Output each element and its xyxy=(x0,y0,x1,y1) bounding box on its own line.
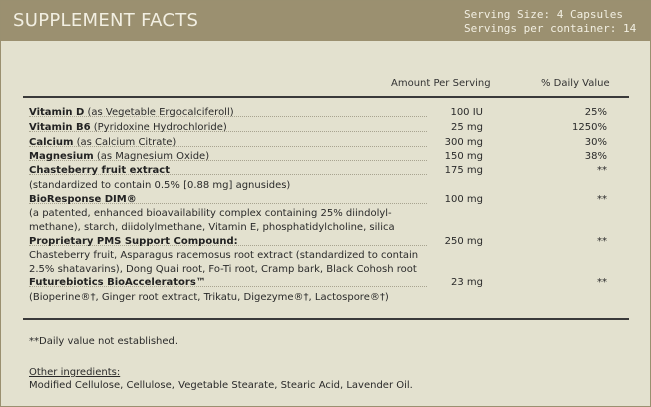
nutrient-name: Proprietary PMS Support Compound: xyxy=(29,236,238,247)
bottom-rule xyxy=(23,318,629,320)
nutrient-daily-value: ** xyxy=(597,194,607,205)
nutrient-daily-value: ** xyxy=(597,277,607,288)
nutrient-detail: (Pyridoxine Hydrochloride) xyxy=(90,122,227,133)
dim-description-line-2: methane), starch, diidolylmethane, Vitamin E, phosphatidylcholine, silica xyxy=(29,222,395,233)
nutrient-amount: 23 mg xyxy=(451,277,483,288)
daily-value-column-header: % Daily Value xyxy=(541,78,610,89)
nutrient-name: Futurebiotics BioAccelerators™ xyxy=(29,277,206,288)
serving-info xyxy=(464,8,636,36)
nutrient-name: Magnesium xyxy=(29,151,94,162)
header-bar xyxy=(1,1,650,41)
nutrient-amount: 300 mg xyxy=(444,137,483,148)
nutrient-amount: 250 mg xyxy=(444,236,483,247)
nutrient-daily-value: ** xyxy=(597,236,607,247)
pms-description-line-1: Chasteberry fruit, Asparagus racemosus root extract (standardized to contain xyxy=(29,250,419,261)
nutrient-amount: 100 IU xyxy=(450,107,483,118)
pms-description-line-2: 2.5% shatavarins), Dong Quai root, Fo-Ti root, Cramp bark, Black Cohosh root xyxy=(29,264,417,275)
nutrient-daily-value: 30% xyxy=(584,137,607,148)
nutrient-name: BioResponse DIM® xyxy=(29,194,137,205)
nutrient-detail: (as Magnesium Oxide) xyxy=(93,151,210,162)
nutrient-amount: 150 mg xyxy=(444,151,483,162)
nutrient-detail: (as Vegetable Ergocalciferoll) xyxy=(84,107,234,118)
dim-description-line-1: (a patented, enhanced bioavailability complex containing 25% diindolyl- xyxy=(29,208,392,219)
chasteberry-description: (standardized to contain 0.5% [0.88 mg] agnusides) xyxy=(29,180,291,191)
nutrient-name: Vitamin B6 xyxy=(29,122,91,133)
nutrient-name: Calcium xyxy=(29,137,74,148)
nutrient-name: Chasteberry fruit extract xyxy=(29,165,171,176)
top-rule xyxy=(23,96,629,98)
amount-column-header: Amount Per Serving xyxy=(391,78,491,89)
other-ingredients-heading: Other ingredients: xyxy=(29,367,121,378)
nutrient-amount: 25 mg xyxy=(451,122,483,133)
nutrient-name: Vitamin D xyxy=(29,107,85,118)
nutrient-daily-value: 25% xyxy=(584,107,607,118)
servings-per-container: Servings per container: 14 xyxy=(464,22,637,35)
serving-size: Serving Size: 4 Capsules xyxy=(464,8,623,21)
nutrient-daily-value: 1250% xyxy=(572,122,607,133)
panel-title: SUPPLEMENT FACTS xyxy=(13,10,199,31)
nutrient-amount: 100 mg xyxy=(444,194,483,205)
nutrient-daily-value: ** xyxy=(597,165,607,176)
nutrient-daily-value: 38% xyxy=(584,151,607,162)
nutrient-amount: 175 mg xyxy=(444,165,483,176)
bioaccelerators-description: (Bioperine®†, Ginger root extract, Trikatu, Digezyme®†, Lactospore®†) xyxy=(29,292,389,303)
other-ingredients-list: Modified Cellulose, Cellulose, Vegetable Stearate, Stearic Acid, Lavender Oil. xyxy=(29,380,413,391)
nutrient-detail: (as Calcium Citrate) xyxy=(73,137,177,148)
daily-value-note: **Daily value not established. xyxy=(29,336,179,347)
